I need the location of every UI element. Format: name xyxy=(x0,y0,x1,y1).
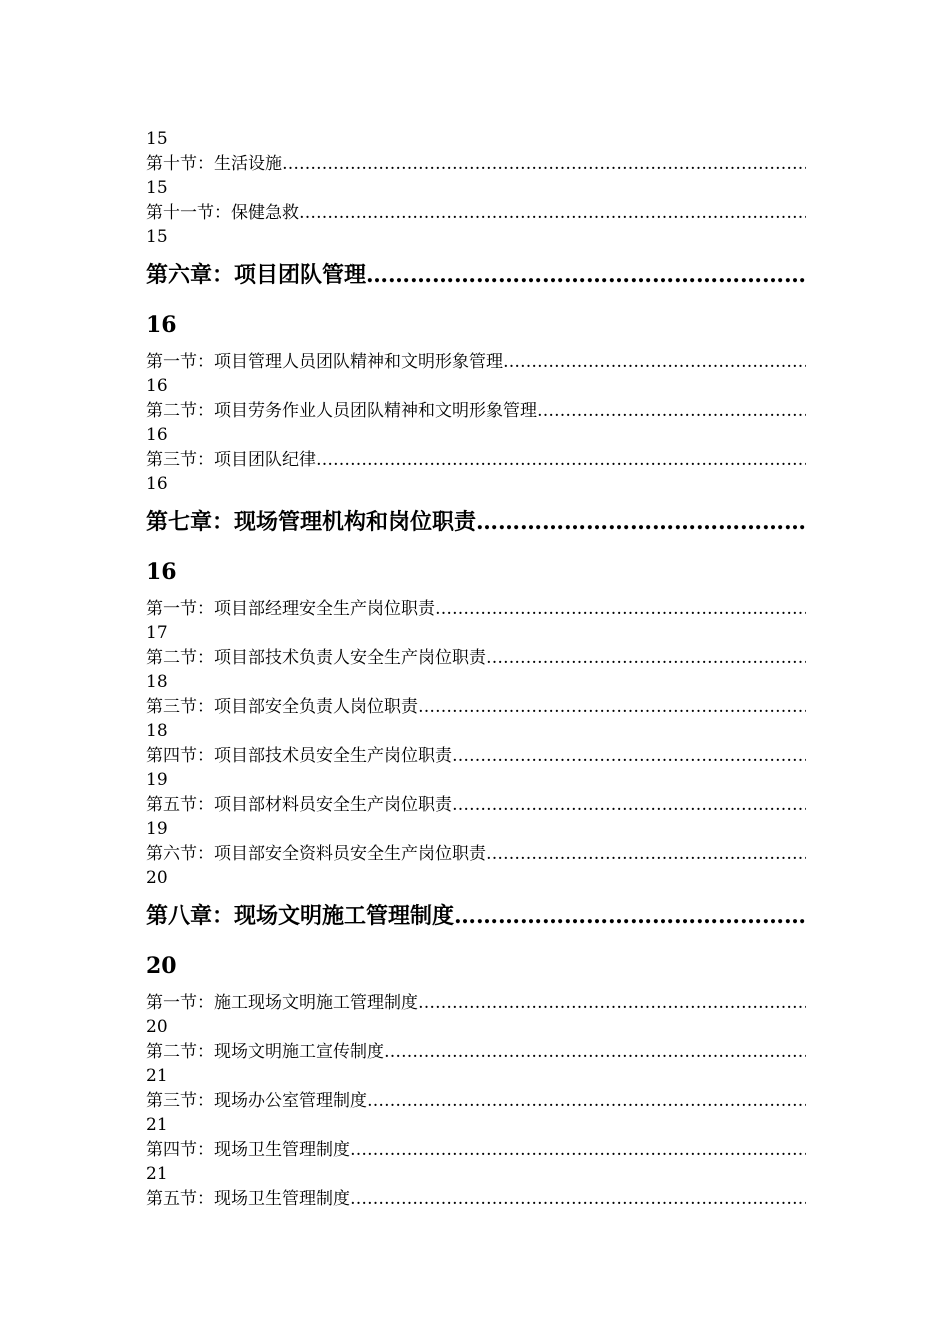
toc-section-entry[interactable] xyxy=(146,793,806,817)
toc-entry-title: 第十一节：保健急救 xyxy=(146,203,299,223)
toc-entry-title: 第六章：项目团队管理 xyxy=(146,262,367,288)
dot-leader xyxy=(316,448,806,472)
toc-section-entry[interactable] xyxy=(146,1040,806,1064)
toc-entry-title: 第二节：现场文明施工宣传制度 xyxy=(146,1042,384,1062)
toc-page-number: 19 xyxy=(146,819,168,839)
toc-section-entry[interactable] xyxy=(146,646,806,670)
toc-section-entry[interactable] xyxy=(146,991,806,1015)
toc-entry-title: 第四节：现场卫生管理制度 xyxy=(146,1140,350,1160)
toc-entry-title: 第五节：项目部材料员安全生产岗位职责 xyxy=(146,795,452,815)
toc-section-entry[interactable] xyxy=(146,1138,806,1162)
toc-entry-title: 第六节：项目部安全资料员安全生产岗位职责 xyxy=(146,844,486,864)
toc-page-number: 16 xyxy=(146,425,168,445)
toc-entry-title: 第八章：现场文明施工管理制度 xyxy=(146,903,455,929)
toc-entry-title: 第三节：项目团队纪律 xyxy=(146,450,316,470)
toc-page-number: 20 xyxy=(146,868,168,888)
toc-page-number: 18 xyxy=(146,721,168,741)
toc-section-entry[interactable] xyxy=(146,448,806,472)
toc-section-entry[interactable] xyxy=(146,695,806,719)
toc-entry-title: 第二节：项目劳务作业人员团队精神和文明形象管理 xyxy=(146,401,537,421)
toc-entry-title: 第三节：项目部安全负责人岗位职责 xyxy=(146,697,418,717)
toc-section-entry[interactable] xyxy=(146,399,806,423)
dot-leader xyxy=(418,991,806,1015)
toc-chapter-entry[interactable] xyxy=(146,250,806,300)
toc-entry-title: 第一节：项目管理人员团队精神和文明形象管理 xyxy=(146,352,503,372)
toc-page-number: 21 xyxy=(146,1164,168,1184)
toc-section-entry[interactable] xyxy=(146,1187,806,1211)
toc-section-entry[interactable] xyxy=(146,842,806,866)
toc-chapter-entry[interactable] xyxy=(146,497,806,547)
dot-leader xyxy=(452,793,806,817)
dot-leader xyxy=(503,350,806,374)
toc-entry-title: 第四节：项目部技术员安全生产岗位职责 xyxy=(146,746,452,766)
toc-page-number: 16 xyxy=(146,376,168,396)
toc-page-number: 15 xyxy=(146,178,168,198)
toc-section-entry[interactable] xyxy=(146,1089,806,1113)
toc-section-entry[interactable] xyxy=(146,350,806,374)
toc-section-entry[interactable] xyxy=(146,597,806,621)
toc-page-number: 17 xyxy=(146,623,168,643)
toc-page-number: 21 xyxy=(146,1115,168,1135)
dot-leader xyxy=(366,250,806,300)
dot-leader xyxy=(418,695,806,719)
toc-page-number: 15 xyxy=(146,227,168,247)
toc-page-number: 16 xyxy=(146,312,177,338)
toc-page-number: 18 xyxy=(146,672,168,692)
toc-entry-title: 第十节：生活设施 xyxy=(146,154,282,174)
dot-leader xyxy=(350,1138,806,1162)
dot-leader xyxy=(486,646,806,670)
toc-page-number: 20 xyxy=(146,1017,168,1037)
dot-leader xyxy=(452,744,806,768)
toc-page-number: 20 xyxy=(146,953,177,979)
toc-chapter-entry[interactable] xyxy=(146,891,806,941)
dot-leader xyxy=(454,891,806,941)
toc-page-number: 15 xyxy=(146,129,168,149)
dot-leader xyxy=(299,201,806,225)
toc-page-number: 16 xyxy=(146,559,177,585)
dot-leader xyxy=(486,842,806,866)
toc-entry-title: 第三节：现场办公室管理制度 xyxy=(146,1091,367,1111)
dot-leader xyxy=(537,399,806,423)
toc-entry-title: 第二节：项目部技术负责人安全生产岗位职责 xyxy=(146,648,486,668)
table-of-contents xyxy=(146,127,806,1211)
dot-leader xyxy=(435,597,806,621)
toc-page-number: 16 xyxy=(146,474,168,494)
toc-section-entry[interactable] xyxy=(146,152,806,176)
dot-leader xyxy=(282,152,806,176)
toc-section-entry[interactable] xyxy=(146,744,806,768)
toc-page-number: 21 xyxy=(146,1066,168,1086)
toc-section-entry[interactable] xyxy=(146,201,806,225)
toc-entry-title: 第五节：现场卫生管理制度 xyxy=(146,1189,350,1209)
toc-entry-title: 第一节：项目部经理安全生产岗位职责 xyxy=(146,599,435,619)
toc-page-number: 19 xyxy=(146,770,168,790)
toc-entry-title: 第七章：现场管理机构和岗位职责 xyxy=(146,509,477,535)
toc-entry-title: 第一节：施工现场文明施工管理制度 xyxy=(146,993,418,1013)
dot-leader xyxy=(384,1040,806,1064)
dot-leader xyxy=(476,497,806,547)
dot-leader xyxy=(367,1089,806,1113)
dot-leader xyxy=(350,1187,806,1211)
